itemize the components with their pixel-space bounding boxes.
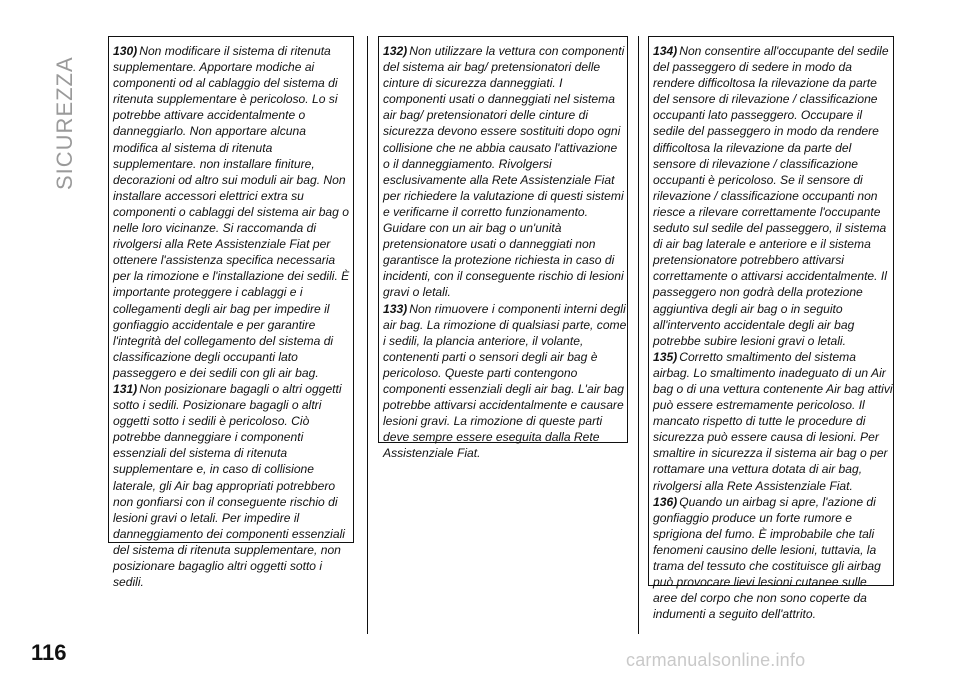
note-133 xyxy=(383,301,627,462)
note-text: Quando un airbag si apre, l'azione di gonfiaggio produce un forte rumore e sprigiona del fumo. È improbabile che tali fenomeni causino delle lesioni, tuttavia, la trama del tessuto che costituisce gli airbag può provocare lievi lesioni cutanee sulle aree del corpo che non sono coperte da indumenti a seguito dell'attrito. xyxy=(653,494,881,622)
page-number: 116 xyxy=(31,640,67,665)
note-number: 136) xyxy=(653,494,678,509)
note-136 xyxy=(653,494,893,623)
warning-box-col1 xyxy=(108,36,354,590)
section-title: SICUREZZA xyxy=(52,56,77,190)
note-number: 131) xyxy=(113,381,138,396)
note-number: 132) xyxy=(383,44,408,58)
warning-box-col2 xyxy=(378,36,628,461)
watermark-text: carmanualsonline.info xyxy=(626,650,806,670)
column-divider-1 xyxy=(367,36,368,634)
note-number: 134) xyxy=(653,44,678,58)
note-number: 135) xyxy=(653,349,678,364)
note-text: Non posizionare bagagli o altri oggetti sotto i sedili. Posizionare bagagli o altri oggetti sotto i sedili è pericoloso. Ciò potrebbe danneggiare i componenti essenziali del sistema di ritenuta supplementare e, in caso di collisione laterale, gli Air bag appropriati potrebbero non gonfiarsi con il conseguente rischio di lesioni gravi o letali. Per impedire il danneggiamento dei componenti essenziali del sistema di ritenuta supplementare, non posizionare bagaglio altri oggetti sotto i sedili. xyxy=(113,381,345,590)
note-132 xyxy=(383,43,627,301)
note-text: Non modificare il sistema di ritenuta supplementare. Apportare modiche ai componenti od al cablaggio del sistema di ritenuta supplementare è pericoloso. Lo si potrebbe attivare accidentalmente o danneggiarlo. Non apportare alcuna modifica al sistema di ritenuta supplementare. non installare finiture, decorazioni od altro sui moduli air bag. Non installare accessori elettrici extra su componenti o cablaggi del sistema air bag o nelle loro vicinanze. Si raccomanda di rivolgersi alla Rete Assistenziale Fiat per ottenere l'assistenza specifica necessaria per la rimozione e l'installazione dei sedili. È importante proteggere i cablaggi e i collegamenti degli air bag per impedire il gonfiaggio accidentale e per garantire l'integrità del collegamento del sistema di classificazione degli occupanti lato passeggero e dei sedili con gli air bag. xyxy=(113,44,350,380)
note-text: Non utilizzare la vettura con componenti del sistema air bag/ pretensionatori delle cinture di sicurezza danneggiati. I componenti usati o danneggiati nel sistema air bag/ pretensionatori delle cinture di sicurezza devono essere sostituiti dopo ogni collisione che ne abbia causato l'attivazione o il danneggiamento. Rivolgersi esclusivamente alla Rete Assistenziale Fiat per richiedere la valutazione di questi sistemi e verificarne il corretto funzionamento. Guidare con un air bag o un'unità pretensionatore usati o danneggiati non garantisce la protezione richiesta in caso di incidenti, con il conseguente rischio di lesioni gravi o letali. xyxy=(383,44,625,300)
note-text: Corretto smaltimento del sistema airbag. Lo smaltimento inadeguato di un Air bag o di una vettura contenente Air bag attivi può essere estremamente pericoloso. Il mancato rispetto di tutte le procedure di sicurezza può essere causa di lesioni. Per smaltire in sicurezza il sistema air bag o per rottamare una vettura dotata di air bag, rivolgersi alla Rete Assistenziale Fiat. xyxy=(653,349,893,493)
note-135 xyxy=(653,349,893,494)
note-number: 130) xyxy=(113,44,138,58)
column-divider-2 xyxy=(638,36,639,634)
note-131 xyxy=(113,381,353,590)
note-134 xyxy=(653,43,893,349)
note-text: Non rimuovere i componenti interni degli air bag. La rimozione di qualsiasi parte, come i sedili, la plancia anteriore, il volante, contenenti parti o sensori degli air bag è pericoloso. Queste parti contengono componenti essenziali degli air bag. L'air bag potrebbe attivarsi accidentalmente e causare lesioni gravi. La rimozione di queste parti deve sempre essere eseguita dalla Rete Assistenziale Fiat. xyxy=(383,301,627,461)
warning-box-col3 xyxy=(648,36,894,622)
note-text: Non consentire all'occupante del sedile del passeggero di sedere in modo da rendere difficoltosa la rilevazione da parte del sensore di rilevazione / classificazione occupanti lato passeggero. Occupare il sedile del passeggero in modo da rendere difficoltosa la rilevazione da parte del sensore di rilevazione / classificazione occupanti è pericoloso. Se il sensore di rilevazione / classificazione occupanti non riesce a rilevare correttamente l'occupante seduto sul sedile del passeggero, il sistema di air bag laterale e anteriore e il sistema pretensionatore potrebbero attivarsi correttamente o attivarsi accidentalmente. Il passeggero non godrà della protezione aggiuntiva degli air bag o in seguito all'intervento accidentale degli air bag potrebbe subire lesioni gravi o letali. xyxy=(653,44,889,348)
note-130 xyxy=(113,43,353,381)
note-number: 133) xyxy=(383,301,408,316)
